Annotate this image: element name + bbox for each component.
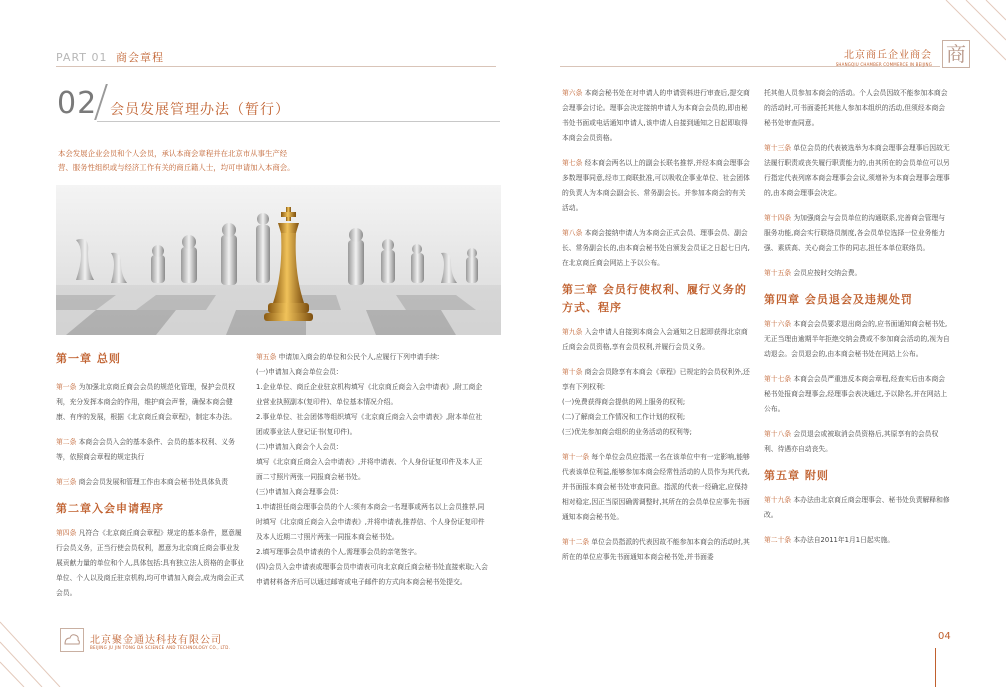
article-number: 第十二条 [562,538,590,546]
brand-block [820,46,932,67]
article-19 [764,493,950,523]
chapter-5-title: 第五章 附则 [764,469,829,482]
article-text: 本办法由北京商丘商会理事会、秘书处负责解释和修改。 [764,496,950,519]
article-3 [56,475,246,490]
article-text: 单位会员指派的代表因故不能参加本商会的活动时,其所在的单位应事先书面通知本商会秘书处,并书面委 [562,538,750,561]
article-20 [764,533,950,548]
column-4 [764,86,950,558]
article-5-line: 1.企业单位、商丘企业驻京机构填写《北京商丘商会入会申请表》,附工商企业营业执照副本(复印件)、单位基本情况介绍。 [256,383,483,406]
title-underline [97,121,500,122]
intro-text: 本会发展企业会员和个人会员，承认本商会章程并在北京市从事生产经营、服务性组织或与经济工作有关的商丘籍人士，均可申请加入本商会。 [58,149,295,172]
article-5-line: 填写《北京商丘商会入会申请表》,并将申请表、个人身份证复印件及本人正面二寸照片两张一同报商会秘书处。 [256,458,483,481]
footer-accent-line [935,648,936,687]
header-part: PART 01 [56,51,108,64]
article-1 [56,380,246,425]
article-text: 凡符合《北京商丘商会章程》规定的基本条件，愿意履行会员义务，正当行使会员权利，愿意为北京商丘商会事业发展贡献力量的单位和个人,具体包括:具有独立法人资格的企事业单位、个人以及商丘驻京机构,均可申请加入商会,成为商会正式会员。 [56,529,244,597]
article-number: 第二条 [56,438,77,446]
article-10-item: (一)免费获得商会提供的网上服务的权利; [562,398,686,406]
article-5-line: (二)申请加入商会个人会员: [256,443,339,451]
article-5-line: (三)申请加入商会理事会员: [256,488,339,496]
article-15 [764,266,950,281]
article-number: 第六条 [562,89,583,97]
article-4 [56,526,246,601]
article-text: 每个单位会员应指派一名在该单位中有一定影响,能够代表该单位利益,能够参加本商会经常性活动的人员作为其代表,并书面报本商会秘书处审查同意。指派的代表一经确定,应保持相对稳定,因正当原因确需调整时,其所在的会员单位应事先书面通知本商会秘书处。 [562,453,750,521]
article-number: 第十一条 [562,453,590,461]
article-text: 单位会员的代表被选举为本商会理事会理事后因故无法履行职责或丧失履行职责能力的,由其所在的会员单位可以另行指定代表列席本商会理事会会议,须增补为本商会理事会理事的,由本商会理事会决定。 [764,144,950,197]
article-5-line: 2.填写理事会员申请表的个人,需理事会员的亲笔签字。 [256,548,421,556]
article-5-line: (一)申请加入商会单位会员: [256,368,339,376]
chapter-3-title: 第三章 会员行使权利、履行义务的方式、程序 [562,283,747,314]
article-text: 商会会员发展和管理工作由本商会秘书处具体负责 [78,478,229,486]
article-number: 第七条 [562,159,583,167]
article-number: 第十条 [562,368,583,376]
article-8 [562,226,752,271]
page-number: 04 [938,631,951,642]
article-14 [764,211,950,256]
article-2 [56,435,246,465]
article-text: 本办法自2011年1月1日起实施。 [793,536,895,544]
chamber-logo-icon: 商 [942,40,970,68]
chess-pieces-gold-king-icon [56,185,501,335]
article-text: 本商会秘书处在对申请人的申请资料进行审查后,提交商会理事会讨论。理事会决定接纳申请人为本商会会员的,即由秘书处书面或电话通知申请人,该申请人自接到通知之日起即取得本商会会员资格。 [562,89,750,142]
corner-deco-icon [936,0,1006,70]
article-10-item: (二)了解商会工作情况和工作计划的权利; [562,413,686,421]
article-number: 第十三条 [764,144,792,152]
article-16 [764,317,950,362]
article-12 [562,535,752,565]
header-section [56,49,164,65]
article-text: 为加强商会与会员单位的沟通联系,完善商会管理与服务功能,商会实行联络员制度,各会员单位选择一位业务能力强、素质高、关心商会工作的同志,担任本单位联络员。 [764,214,946,252]
header-divider-left [56,66,496,67]
chapter-4-title: 第四章 会员退会及违规处罚 [764,293,913,306]
article-10 [562,365,752,395]
article-text: 商会会员除享有本商会《章程》已规定的会员权利外,还享有下列权利: [562,368,750,391]
chapter-1-title: 第一章 总则 [56,352,121,365]
header-section-title: 商会章程 [116,51,165,64]
article-text: 会员退会或被取消会员资格后,其原享有的会员权利、待遇亦自动丧失。 [764,430,939,453]
article-11 [562,450,752,525]
article-number: 第五条 [256,353,277,361]
article-9 [562,325,752,355]
column-1 [56,350,246,611]
article-text: 本商会接纳申请人为本商会正式会员、理事会员、副会长、常务副会长的,由本商会秘书处自颁发会员证之日起七日内,在北京商丘商会网站上予以公布。 [562,229,750,267]
article-6 [562,86,752,146]
brand-name: 北京商丘企业商会 [844,50,932,61]
article-number: 第九条 [562,328,583,336]
article-5-line: 1.申请担任商会理事会员的个人:须有本商会一名理事或两名以上会员推荐,同时填写《北京商丘商会入会申请表》,并将申请表,推荐信、个人身份证复印件及本人近期二寸照片两张一同报本商会秘书处。 [256,503,485,541]
article-number: 第十九条 [764,496,792,504]
article-number: 第十六条 [764,320,792,328]
article-number: 第三条 [56,478,77,486]
article-text: 申请加入商会的单位和公民个人,应履行下列申请手续: [278,353,440,361]
article-5 [256,350,488,365]
article-18 [764,427,950,457]
article-text: 会员应按时交纳会费。 [793,269,862,277]
section-number: 02 [57,86,98,121]
company-name: 北京聚金通达科技有限公司 [90,635,222,646]
article-number: 第八条 [562,229,583,237]
page-title: 会员发展管理办法（暂行） [110,102,290,118]
article-text: 本商会会员入会的基本条件、会员的基本权利、义务等，依照商会章程的规定执行 [56,438,235,461]
article-12-continued: 托其他人员参加本商会的活动。个人会员因故不能参加本商会的活动时,可书面委托其他人参加本组织的活动,但须经本商会秘书处审查同意。 [764,89,948,127]
article-text: 本商会会员严重违反本商会章程,经查实后由本商会秘书处报商会理事会,经理事会表决通过,予以除名,并在网站上公布。 [764,375,948,413]
article-13 [764,141,950,201]
article-number: 第十七条 [764,375,792,383]
article-10-item: (三)优先参加商会组织的业务活动的权利等; [562,428,692,436]
article-7 [562,156,752,216]
article-number: 第十五条 [764,269,792,277]
article-number: 第一条 [56,383,77,391]
article-17 [764,372,950,417]
company-logo-icon [60,628,84,652]
article-number: 第十四条 [764,214,792,222]
article-number: 第二十条 [764,536,792,544]
column-2 [256,350,488,590]
article-text: 为加强北京商丘商会会员的规范化管理，保护会员权利，充分发挥本商会的作用，维护商会声誉，确保本商会健康、有序的发展，根据《北京商丘商会章程》，制定本办法。 [56,383,237,421]
company-name-en: BEIJING JU JIN TONG DA SCIENCE AND TECHNOLOGY CO., LTD. [90,645,231,650]
article-number: 第十八条 [764,430,792,438]
chapter-2-title: 第二章入会申请程序 [56,502,164,515]
article-number: 第四条 [56,529,77,537]
brand-name-en: SHANGQIU CHAMBER COMMERCE IN BEIJING [835,62,932,67]
article-5-line: (四)会员入会申请表或理事会员申请表可向北京商丘商会秘书处直接索取;入会申请材料备齐后可以通过邮寄或电子邮件的方式向本商会秘书处提交。 [256,563,488,586]
article-text: 入会申请人自接到本商会入会通知之日起即获得北京商丘商会会员资格,享有会员权利,并履行会员义务。 [562,328,748,351]
column-3 [562,86,752,565]
article-text: 经本商会两名以上的副会长联名推荐,并经本商会理事会多数理事同意,经市工商联批准,可以吸收企事业单位、社会团体的负责人为本商会副会长、常务副会长。并参加本商会的有关活动。 [562,159,750,212]
article-5-line: 2.事业单位、社会团体等组织填写《北京商丘商会入会申请表》,附本单位社团或事业法人登记证书(复印件)。 [256,413,483,436]
article-text: 本商会会员要求退出商会的,应书面通知商会秘书处,无正当理由逾期半年拒绝交纳会费或不参加商会活动的,视为自动退会。会员退会的,由本商会秘书处在网站上公布。 [764,320,950,358]
